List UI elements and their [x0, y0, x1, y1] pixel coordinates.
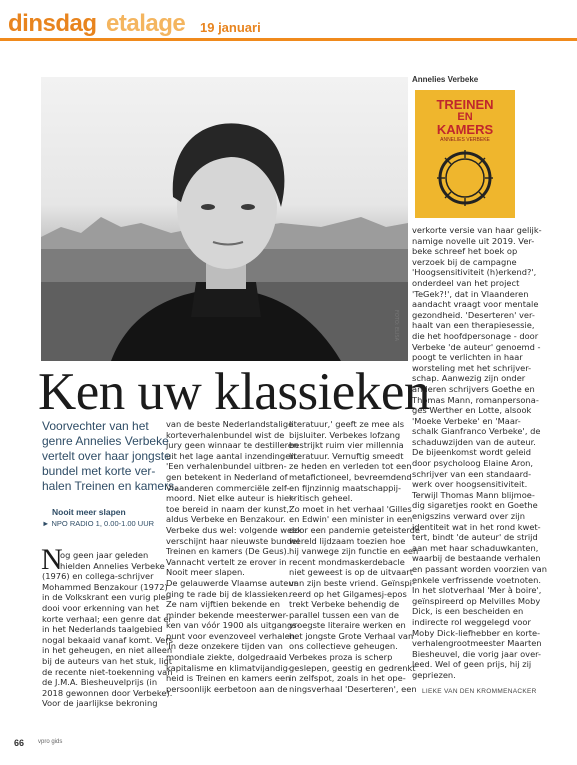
text-line: nogal bekaaid vanaf komt. Vers — [42, 634, 173, 645]
text-line: Ze nam vijftien bekende en — [166, 599, 280, 610]
text-line: en passant worden voorzien van — [412, 564, 548, 574]
text-line: werk over hoogsensitiviteit. — [412, 479, 528, 490]
intro-line: genre Annelies Verbeke — [42, 434, 169, 448]
text-line: en Edwin' een minister in een — [289, 514, 413, 525]
text-line: poogt te verlichten in haar — [412, 352, 523, 363]
book-cover-title-3: KAMERS — [436, 122, 494, 137]
text-line: waarbij de bestaande verhalen — [412, 553, 541, 564]
text-line: haalt van een therapiesessie, — [412, 320, 535, 331]
book-cover-title-1: TREINEN — [436, 97, 494, 112]
intro-line: vertelt over haar jongste — [42, 449, 171, 463]
text-line: aldus Verbeke en Benzakour. — [166, 514, 286, 525]
text-line: De gelauwerde Vlaamse auteur — [166, 577, 297, 588]
magazine-brand: vpro gids — [38, 739, 63, 745]
text-line: persoonlijk eerbetoon aan de — [166, 683, 288, 694]
text-line: bijsluiter. Verbekes lofzang — [289, 429, 401, 440]
text-line: gezondheid. 'Deserteren' ver- — [412, 309, 535, 320]
text-line: 'Moeke Verbeke' en 'Maar- — [412, 415, 521, 426]
text-line: onderdeel van het project — [412, 277, 520, 288]
text-line: de J.M.A. Biesheuvelprijs (in — [42, 677, 158, 688]
text-line: verhalengrootmeester Maarten — [412, 638, 542, 649]
text-line: schap. Aanwezig zijn onder — [412, 373, 526, 384]
text-line: 'Hoogsensitiviteit (h)erkend?', — [412, 267, 537, 278]
text-line: in het geheugen, en niet alleen — [42, 645, 173, 656]
section-header — [8, 8, 568, 40]
text-line: leed. Wel of geen prijs, hij zij — [412, 659, 532, 670]
text-line: In het slotverhaal 'Mer à boire', — [412, 585, 542, 596]
text-line: Vannacht vertelt ze erover in — [166, 556, 287, 567]
text-line: dig sigaretjes rookt en Goethe — [412, 500, 538, 511]
text-line: Biesheuvel, die vorig jaar over- — [412, 648, 542, 659]
text-line: trekt Verbeke behendig de — [289, 599, 400, 610]
text-line: verzoek bij de campagne — [412, 256, 517, 267]
portrait-illustration — [41, 77, 408, 361]
text-line: Nooit meer slapen. — [166, 567, 245, 578]
text-line: geslepen, geestig en gedrenkt — [289, 662, 416, 673]
text-line: enigszins verward over zijn — [412, 511, 525, 522]
text-line: punt voor evenzoveel verhalen. — [166, 630, 298, 641]
text-line: en fijnzinnig maatschappij- — [289, 482, 402, 493]
text-line: gen betekent in Nederland of — [166, 471, 288, 482]
book-cover-author: ANNELIES VERBEKE — [440, 137, 490, 143]
text-line: vroegste literaire werken en — [289, 620, 406, 631]
text-line: Verbekes proza is scherp — [289, 652, 393, 663]
text-line: ges Werther en Lotte, alsook — [412, 405, 532, 416]
byline: LIEKE VAN DEN KROMMENACKER — [422, 688, 537, 695]
text-line: niet geweest is op de uitvaart — [289, 567, 413, 578]
text-line: aan met haar schaduwkanten, — [412, 542, 539, 553]
text-line: 'In deze onzekere tijden van — [166, 641, 283, 652]
text-line: Thomas Mann, romanpersona- — [412, 394, 539, 405]
text-line: De bijeenkomst wordt geleid — [412, 447, 531, 458]
text-line: 2018 gewonnen door Verbeke). — [42, 687, 173, 698]
text-line: Treinen en kamers (De Geus). — [166, 546, 290, 557]
text-line: indirecte rol weggelegd voor — [412, 616, 531, 627]
text-line: og geen jaar geleden — [60, 550, 149, 560]
intro-line: halen Treinen en kamers. — [42, 479, 178, 493]
article-column-4 — [412, 225, 572, 681]
text-line: door een pandemie geteisterde — [289, 524, 421, 535]
text-line: mondiale ziekte, dolgedraaid — [166, 652, 287, 663]
book-cover — [415, 90, 515, 218]
text-line: moord. Niet elke auteur is hier- — [166, 493, 296, 504]
intro-line: bundel met korte ver- — [42, 464, 156, 478]
text-line: die het hoofdpersonage - door — [412, 330, 539, 341]
text-line: verkorte versie van haar gelijk- — [412, 225, 542, 235]
header-bar — [0, 38, 577, 41]
text-line: korteverhalenbundel wist de — [166, 429, 285, 440]
text-line: Vlaanderen commerciële zelf- — [166, 482, 290, 493]
page-number: 66 — [14, 738, 25, 748]
text-line: Moby Dick-liefhebber en korte- — [412, 627, 541, 638]
text-line: geïnspireerd op Melvilles Moby — [412, 595, 541, 606]
text-line: parallel tussen een van de — [289, 609, 400, 620]
text-line: aandacht vraagt voor mentale — [412, 299, 539, 310]
book-author-label: Annelies Verbeke — [412, 75, 479, 84]
text-line: van de beste Nederlandstalige — [166, 419, 294, 429]
book-cover-title-2: EN — [457, 111, 473, 123]
text-line: (1976) en collega-schrijver — [42, 571, 154, 582]
text-line: jury geen winnaar te destilleren — [166, 440, 299, 451]
text-line: verschijnt haar nieuwste bundel — [166, 535, 300, 546]
author-portrait-photo — [41, 77, 408, 361]
section-name: dinsdag — [8, 10, 97, 37]
article-column-1 — [42, 550, 173, 709]
text-line: in de Volkskrant een vurig plei- — [42, 592, 172, 603]
text-line: kritisch geheel. — [289, 493, 353, 504]
text-line: anderen schrijvers Goethe en — [412, 383, 535, 394]
text-line: schrijver van een standaard- — [412, 468, 532, 479]
railway-track-icon — [435, 148, 495, 208]
text-line: worsteling met het schrijver- — [412, 362, 532, 373]
text-line: van zijn beste vriend. Geïnspi- — [289, 577, 415, 588]
text-line: Verbeke 'de auteur' genoemd - — [412, 341, 541, 352]
text-line: Dick, is een bescheiden en — [412, 606, 524, 617]
program-title: Nooit meer slapen — [52, 507, 126, 517]
headline: Ken uw klassieken — [38, 363, 430, 421]
text-line: hij vanwege zijn functie en een — [289, 546, 419, 557]
text-line: Zo moet in het verhaal 'Gilles — [289, 503, 412, 514]
text-line: door psycholoog Elaine Aron, — [412, 458, 534, 469]
text-line: heid is Treinen en kamers een — [166, 673, 291, 684]
text-line: schalk Gianfranco Verbeke', de — [412, 426, 541, 437]
text-line: literatuur. Vernuftig smeedt — [289, 450, 404, 461]
text-line: recent mondmaskerdebacle — [289, 556, 405, 567]
text-line: tert, bindt 'de auteur' de strijd — [412, 532, 538, 543]
text-line: ze heden en verleden tot een — [289, 461, 412, 472]
text-line: gepriezen. — [412, 669, 456, 680]
broadcast-time: ► NPO RADIO 1, 0.00-1.00 UUR — [42, 519, 155, 528]
text-line: de recente niet-toekenning van — [42, 666, 173, 677]
text-line: toe bereid in naam der kunst,' — [166, 503, 292, 514]
text-line: in het Nederlands taalgebied — [42, 624, 163, 635]
text-line: Mohammed Benzakour (1972) — [42, 581, 168, 592]
text-line: in zelfspot, zoals in het ope- — [289, 673, 406, 684]
text-line: ging te rade bij de klassieken. — [166, 588, 291, 599]
text-line: Terwijl Thomas Mann blijmoe- — [412, 489, 535, 500]
text-line: Voor de jaarlijkse bekroning — [42, 698, 158, 709]
text-line: kapitalisme en klimatvijandig- — [166, 662, 291, 673]
text-line: metafictioneel, bevreemdend — [289, 471, 412, 482]
text-line: dooi voor erkenning van het — [42, 602, 160, 613]
text-line: uit het lage aantal inzendingen. — [166, 450, 299, 461]
text-line: reerd op het Gilgamesj-epos — [289, 588, 407, 599]
text-line: literatuur,' geeft ze mee als — [289, 419, 405, 429]
photo-credit: FOTO: ELISA — [393, 310, 399, 342]
text-line: ningsverhaal 'Deserteren', een — [289, 683, 417, 694]
text-line: enkele verfrissende voetnoten. — [412, 574, 542, 585]
text-line: namige novelle uit 2019. Ver- — [412, 235, 535, 246]
text-line: Verbeke dus wel: volgende week — [166, 524, 303, 535]
intro — [42, 419, 177, 494]
section-subname: etalage — [106, 10, 186, 37]
text-line: beke schreef het boek op — [412, 246, 518, 257]
text-line: het jongste Grote Verhaal van — [289, 630, 414, 641]
intro-line: Voorvechter van het — [42, 419, 149, 433]
issue-date: 19 januari — [200, 20, 261, 35]
text-line: minder bekende meesterwer- — [166, 609, 289, 620]
text-line: identiteit wat in het rond kwet- — [412, 521, 541, 532]
text-line: korte verhaal; een genre dat er — [42, 613, 172, 624]
text-line: ken van vóór 1900 als uitgangs- — [166, 620, 300, 631]
text-line: bestrijkt ruim vier millennia — [289, 440, 404, 451]
text-line: schaduwzijden van de auteur. — [412, 436, 536, 447]
text-line: wereld lijdzaam toezien hoe — [289, 535, 406, 546]
text-line: 'TeGek?!', dat in Vlaanderen — [412, 288, 529, 299]
drop-cap: N — [41, 543, 63, 576]
text-line: 'Een verhalenbundel uitbren- — [166, 461, 287, 472]
article-column-3 — [289, 419, 421, 694]
text-line: hielden Annelies Verbeke — [60, 560, 165, 571]
text-line: ons collectieve geheugen. — [289, 641, 398, 652]
article-column-2 — [166, 419, 303, 694]
text-line: bij de auteurs van het stuk, ligt — [42, 655, 173, 666]
